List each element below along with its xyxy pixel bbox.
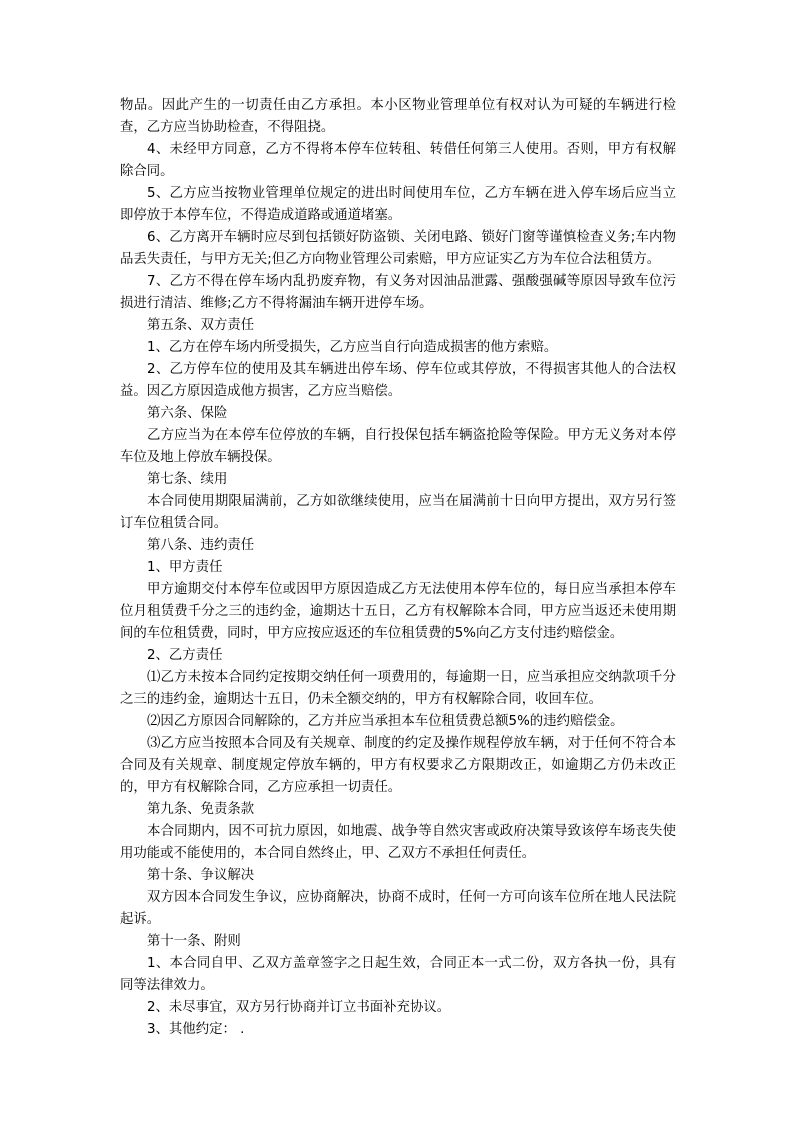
article-10-heading: 第十条、争议解决 — [147, 868, 255, 883]
article-8-party-b-item-2: ⑵因乙方原因合同解除的，乙方并应当承担本车位租赁费总额5%的违约赔偿金。 — [147, 714, 624, 729]
paragraph-1: 物品。因此产生的一切责任由乙方承担。本小区物业管理单位有权对认为可疑的车辆进行检查，乙方应当协助检查，不得阻挠。 — [120, 98, 676, 135]
article-11-item-2: 2、未尽事宜，双方另行协商并订立书面补充协议。 — [147, 1000, 451, 1015]
article-6-body: 乙方应当为在本停车位停放的车辆，自行投保包括车辆盗抢险等保险。甲方无义务对本停车位及地上停放车辆投保。 — [120, 428, 676, 465]
clause-4-item-6: 6、乙方离开车辆时应尽到包括锁好防盗锁、关闭电路、锁好门窗等谨慎检查义务;车内物品丢失责任，与甲方无关;但乙方向物业管理公司索赔，甲方应证实乙方为车位合法租赁方。 — [120, 230, 676, 267]
article-11-heading: 第十一条、附则 — [147, 934, 241, 949]
article-5-item-2: 2、乙方停车位的使用及其车辆进出停车场、停车位或其停放，不得损害其他人的合法权益。因乙方原因造成他方损害，乙方应当赔偿。 — [120, 362, 676, 399]
article-8-party-b-item-1: ⑴乙方未按本合同约定按期交纳任何一项费用的，每逾期一日，应当承担应交纳款项千分之三的违约金，逾期达十五日，仍未全额交纳的，甲方有权解除合同，收回车位。 — [120, 670, 676, 707]
article-6-heading: 第六条、保险 — [147, 406, 228, 421]
article-7-heading: 第七条、续用 — [147, 472, 228, 487]
article-8-heading: 第八条、违约责任 — [147, 538, 255, 553]
article-7-body: 本合同使用期限届满前，乙方如欲继续使用，应当在届满前十日向甲方提出，双方另行签订车位租赁合同。 — [120, 494, 676, 531]
article-5-heading: 第五条、双方责任 — [147, 318, 255, 333]
article-8-party-a-body: 甲方逾期交付本停车位或因甲方原因造成乙方无法使用本停车位的，每日应当承担本停车位月租赁费千分之三的违约金，逾期达十五日，乙方有权解除本合同，甲方应当返还未使用期间的车位租赁费，同时，甲方应按应返还的车位租赁费的5%向乙方支付违约赔偿金。 — [120, 582, 676, 641]
clause-4-item-7: 7、乙方不得在停车场内乱扔废弃物，有义务对因油品泄露、强酸强碱等原因导致车位污损进行清洁、维修;乙方不得将漏油车辆开进停车场。 — [120, 274, 676, 311]
article-11-item-1: 1、本合同自甲、乙双方盖章签字之日起生效，合同正本一式二份，双方各执一份，具有同等法律效力。 — [120, 956, 676, 993]
article-8-party-b-item-3: ⑶乙方应当按照本合同及有关规章、制度的约定及操作规程停放车辆，对于任何不符合本合同及有关规章、制度规定停放车辆的，甲方有权要求乙方限期改正，如逾期乙方仍未改正的，甲方有权解除合同，乙方应承担一切责任。 — [120, 736, 676, 795]
article-8-party-a-heading: 1、甲方责任 — [147, 560, 223, 575]
article-8-party-b-heading: 2、乙方责任 — [147, 648, 223, 663]
clause-4-item-4: 4、未经甲方同意，乙方不得将本停车位转租、转借任何第三人使用。否则，甲方有权解除合同。 — [120, 142, 676, 179]
article-5-item-1: 1、乙方在停车场内所受损失，乙方应当自行向造成损害的他方索赔。 — [147, 340, 558, 355]
clause-4-item-5: 5、乙方应当按物业管理单位规定的进出时间使用车位，乙方车辆在进入停车场后应当立即停放于本停车位，不得造成道路或通道堵塞。 — [120, 186, 676, 223]
article-9-heading: 第九条、免责条款 — [147, 802, 255, 817]
document-page — [120, 95, 676, 1041]
article-9-body: 本合同期内，因不可抗力原因，如地震、战争等自然灾害或政府决策导致该停车场丧失使用功能或不能使用的，本合同自然终止，甲、乙双方不承担任何责任。 — [120, 824, 676, 861]
article-10-body: 双方因本合同发生争议，应协商解决，协商不成时，任何一方可向该车位所在地人民法院起诉。 — [120, 890, 676, 927]
article-11-item-3: 3、其他约定： . — [147, 1022, 245, 1037]
